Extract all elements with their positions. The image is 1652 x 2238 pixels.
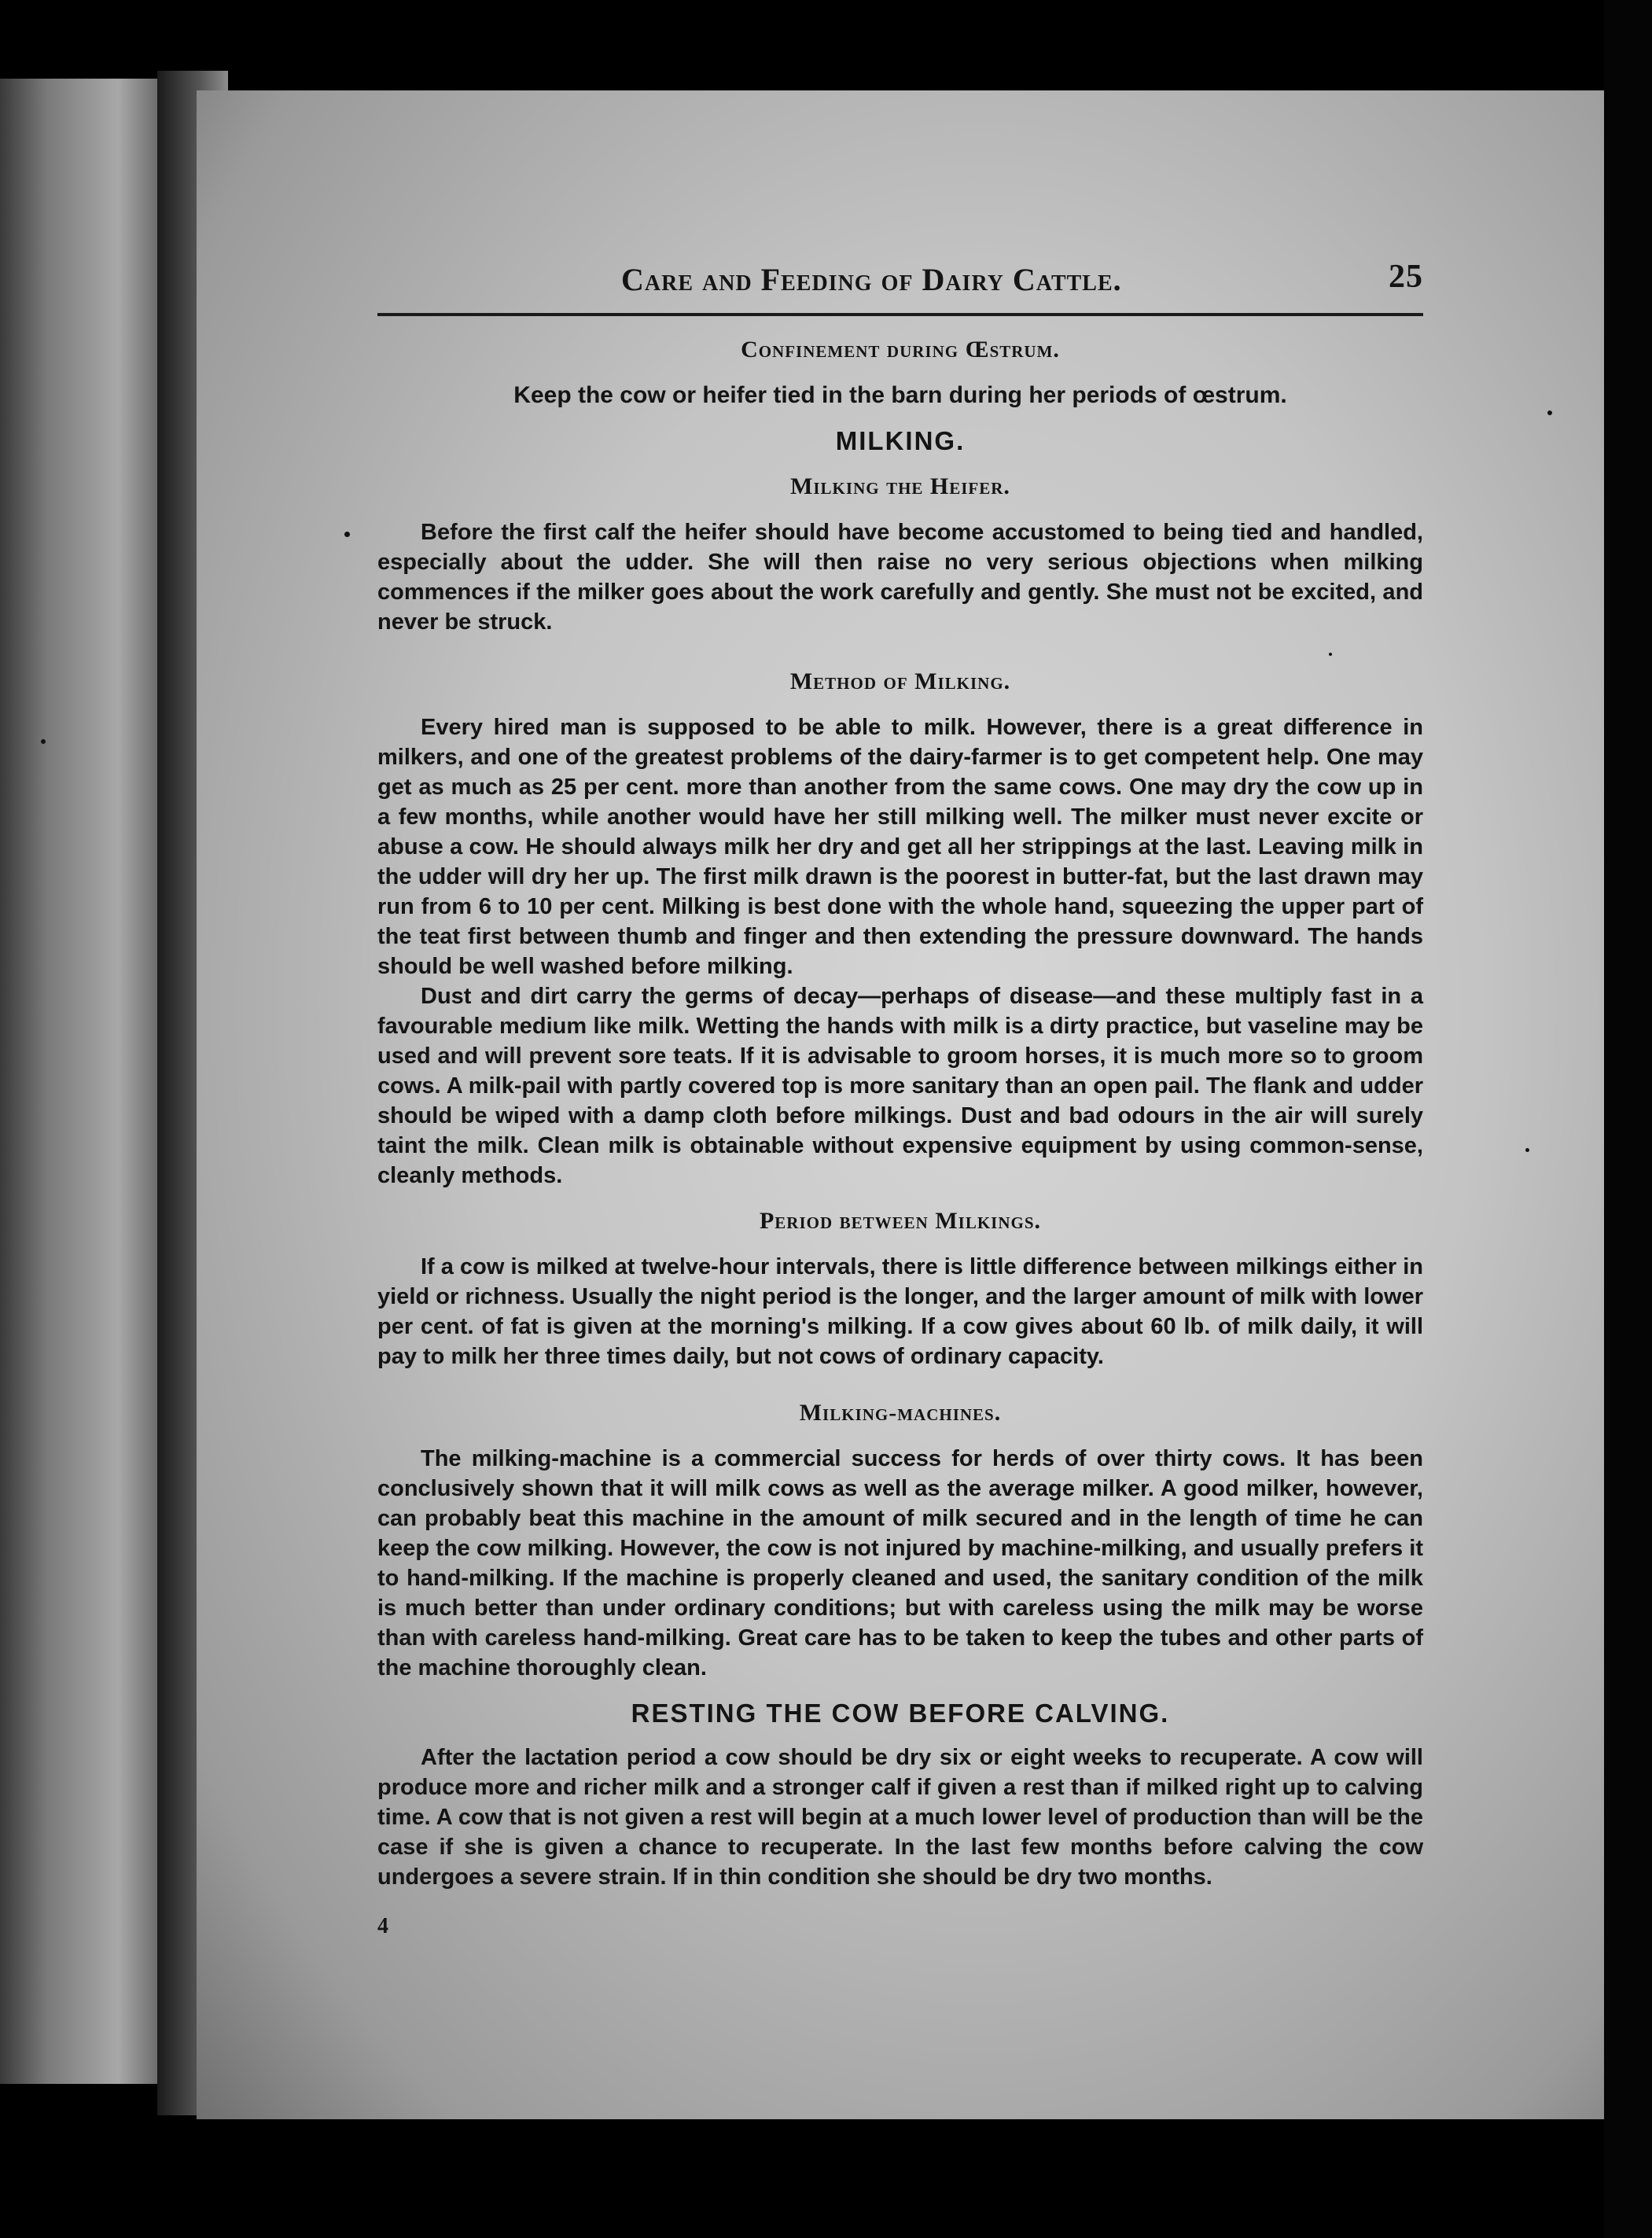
right-margin-shadow bbox=[1604, 0, 1652, 2238]
section-paragraph: If a cow is milked at twelve-hour intervals, there is little difference between milkings either in yield or richness. Usually the night period is the longer, and the larger amount of milk with lower per cent. of fat is given at the morning's milking. If a cow gives about 60 lb. of milk daily, it will pay to milk her three times daily, but not cows of ordinary capacity. bbox=[377, 1254, 1423, 1369]
running-title: Care and Feeding of Dairy Cattle. bbox=[621, 262, 1122, 297]
header-rule bbox=[377, 313, 1423, 316]
section-heading-confinement: Confinement during Œstrum. bbox=[741, 337, 1060, 363]
left-page-edge bbox=[0, 79, 157, 2084]
running-head bbox=[377, 252, 1423, 299]
section-paragraph: Before the first calf the heifer should have become accustomed to being tied and handled, especially about the udder. She will then raise no very serious objections when milking commences if the milker goes about the work carefully and gently. She must not be excited, and never be struck. bbox=[377, 520, 1423, 635]
section-paragraph: Keep the cow or heifer tied in the barn during her periods of œstrum. bbox=[513, 382, 1287, 408]
speck bbox=[41, 739, 46, 744]
section-paragraph: Dust and dirt carry the germs of decay—perhaps of disease—and these multiply fast in a favourable medium like milk. Wetting the hands with milk is a dirty practice, but vaseline may be used and will prevent sore teats. If it is advisable to groom horses, it is much more so to groom cows. A milk-pail with partly covered top is more sanitary than an open pail. The flank and udder should be wiped with a damp cloth before milkings. Dust and bad odours in the air will surely taint the milk. Clean milk is obtainable without expensive equipment by using common-sense, cleanly methods. bbox=[377, 984, 1423, 1188]
section-heading-method-of-milking: Method of Milking. bbox=[789, 668, 1011, 694]
page-number: 25 bbox=[1389, 259, 1423, 295]
section-heading-period-between-milkings: Period between Milkings. bbox=[759, 1208, 1042, 1234]
section-heading-milking-the-heifer: Milking the Heifer. bbox=[790, 473, 1010, 499]
signature-mark: 4 bbox=[377, 1914, 388, 1938]
section-heading-milking-machines: Milking-machines. bbox=[799, 1400, 1002, 1426]
section-paragraph: After the lactation period a cow should be dry six or eight weeks to recuperate. A cow will produce more and richer milk and a stronger calf if given a rest than if milked right up to calving time. A cow that is not given a rest will begin at a much lower level of production than will be the case if she is given a chance to recuperate. In the last few months before calving the cow undergoes a severe strain. If in thin condition she should be dry two months. bbox=[377, 1745, 1423, 1890]
speck bbox=[1525, 1148, 1529, 1152]
speck bbox=[344, 532, 350, 537]
speck bbox=[1547, 410, 1552, 415]
page-content bbox=[377, 252, 1423, 1939]
major-heading-milking: MILKING. bbox=[835, 426, 966, 455]
major-heading-resting-the-cow: RESTING THE COW BEFORE CALVING. bbox=[631, 1699, 1170, 1728]
section-paragraph: The milking-machine is a commercial success for herds of over thirty cows. It has been conclusively shown that it will milk cows as well as the average milker. A good milker, however, can probably beat this machine in the amount of milk secured and in the length of time he can keep the cow milking. However, the cow is not injured by machine-milking, and usually prefers it to hand-milking. If the machine is properly cleaned and used, the sanitary condition of the milk is much better than under ordinary conditions; but with careless using the milk may be worse than with careless hand-milking. Great care has to be taken to keep the tubes and other parts of the machine thoroughly clean. bbox=[377, 1446, 1423, 1680]
section-paragraph: Every hired man is supposed to be able to milk. However, there is a great difference in milkers, and one of the greatest problems of the dairy-farmer is to get competent help. One may get as much as 25 per cent. more than another from the same cows. One may dry the cow up in a few months, while another would have her still milking well. The milker must never excite or abuse a cow. He should always milk her dry and get all her strippings at the last. Leaving milk in the udder will dry her up. The first milk drawn is the poorest in butter-fat, but the last drawn may run from 6 to 10 per cent. Milking is best done with the whole hand, squeezing the upper part of the teat first between thumb and finger and then extending the pressure downward. The hands should be well washed before milking. bbox=[377, 715, 1423, 979]
